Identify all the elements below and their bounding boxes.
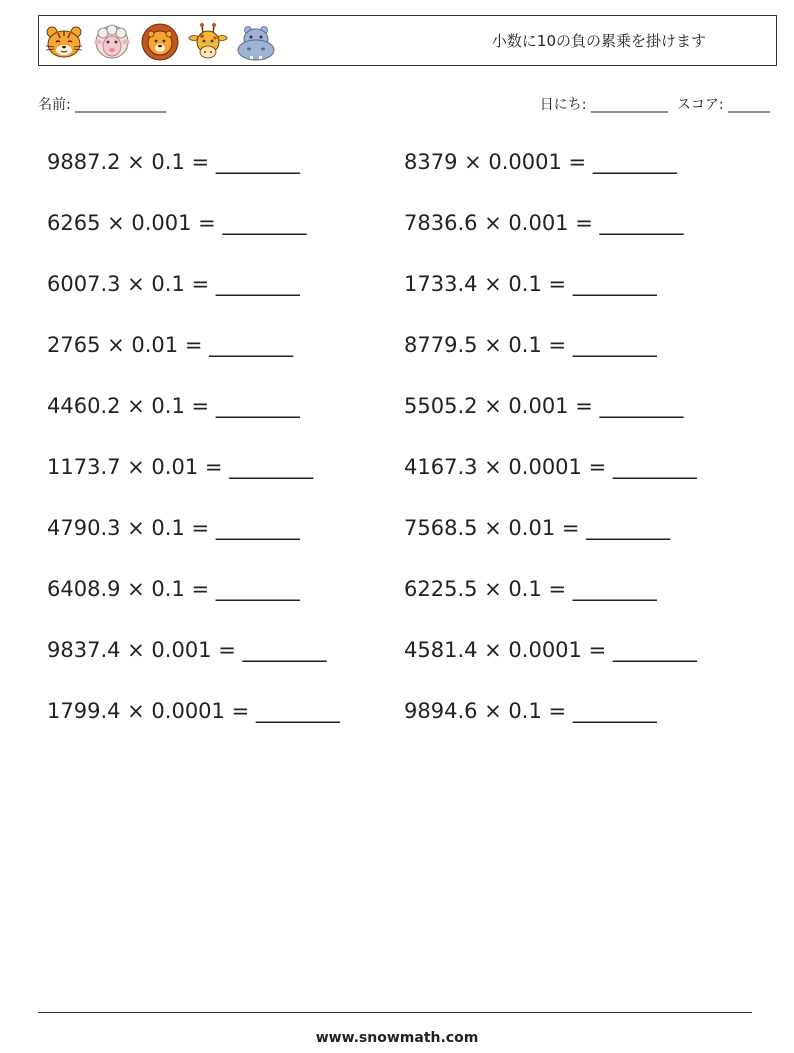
problem-left-7: 4790.3 × 0.1 = ________ [47,516,300,540]
giraffe-icon [187,21,229,63]
problem-left-5: 4460.2 × 0.1 = ________ [47,394,300,418]
problem-right-2: 7836.6 × 0.001 = ________ [404,211,684,235]
problem-right-5: 5505.2 × 0.001 = ________ [404,394,684,418]
problem-left-3: 6007.3 × 0.1 = ________ [47,272,300,296]
problem-left-1: 9887.2 × 0.1 = ________ [47,150,300,174]
hippo-icon [235,21,277,63]
problem-right-6: 4167.3 × 0.0001 = ________ [404,455,697,479]
problem-right-10: 9894.6 × 0.1 = ________ [404,699,657,723]
problem-left-9: 9837.4 × 0.001 = ________ [47,638,327,662]
sheep-icon [91,21,133,63]
animal-icons [43,20,277,64]
problem-right-1: 8379 × 0.0001 = ________ [404,150,677,174]
problem-right-3: 1733.4 × 0.1 = ________ [404,272,657,296]
problem-left-8: 6408.9 × 0.1 = ________ [47,577,300,601]
tiger-icon [43,21,85,63]
problem-left-2: 6265 × 0.001 = ________ [47,211,307,235]
problem-left-4: 2765 × 0.01 = ________ [47,333,294,357]
header-box [38,15,777,66]
footer-divider [38,1012,752,1013]
problem-right-7: 7568.5 × 0.01 = ________ [404,516,671,540]
problem-left-10: 1799.4 × 0.0001 = ________ [47,699,340,723]
name-field[interactable]: 名前: _____________ [38,97,167,113]
problem-right-9: 4581.4 × 0.0001 = ________ [404,638,697,662]
problem-right-4: 8779.5 × 0.1 = ________ [404,333,657,357]
problem-left-6: 1173.7 × 0.01 = ________ [47,455,314,479]
problem-right-8: 6225.5 × 0.1 = ________ [404,577,657,601]
footer-site[interactable]: www.snowmath.com [315,1030,479,1046]
date-score-field[interactable]: 日にち: ___________ スコア: ______ [539,97,770,113]
worksheet-title: 小数に10の負の累乗を掛けます [491,32,706,50]
lion-icon [139,21,181,63]
